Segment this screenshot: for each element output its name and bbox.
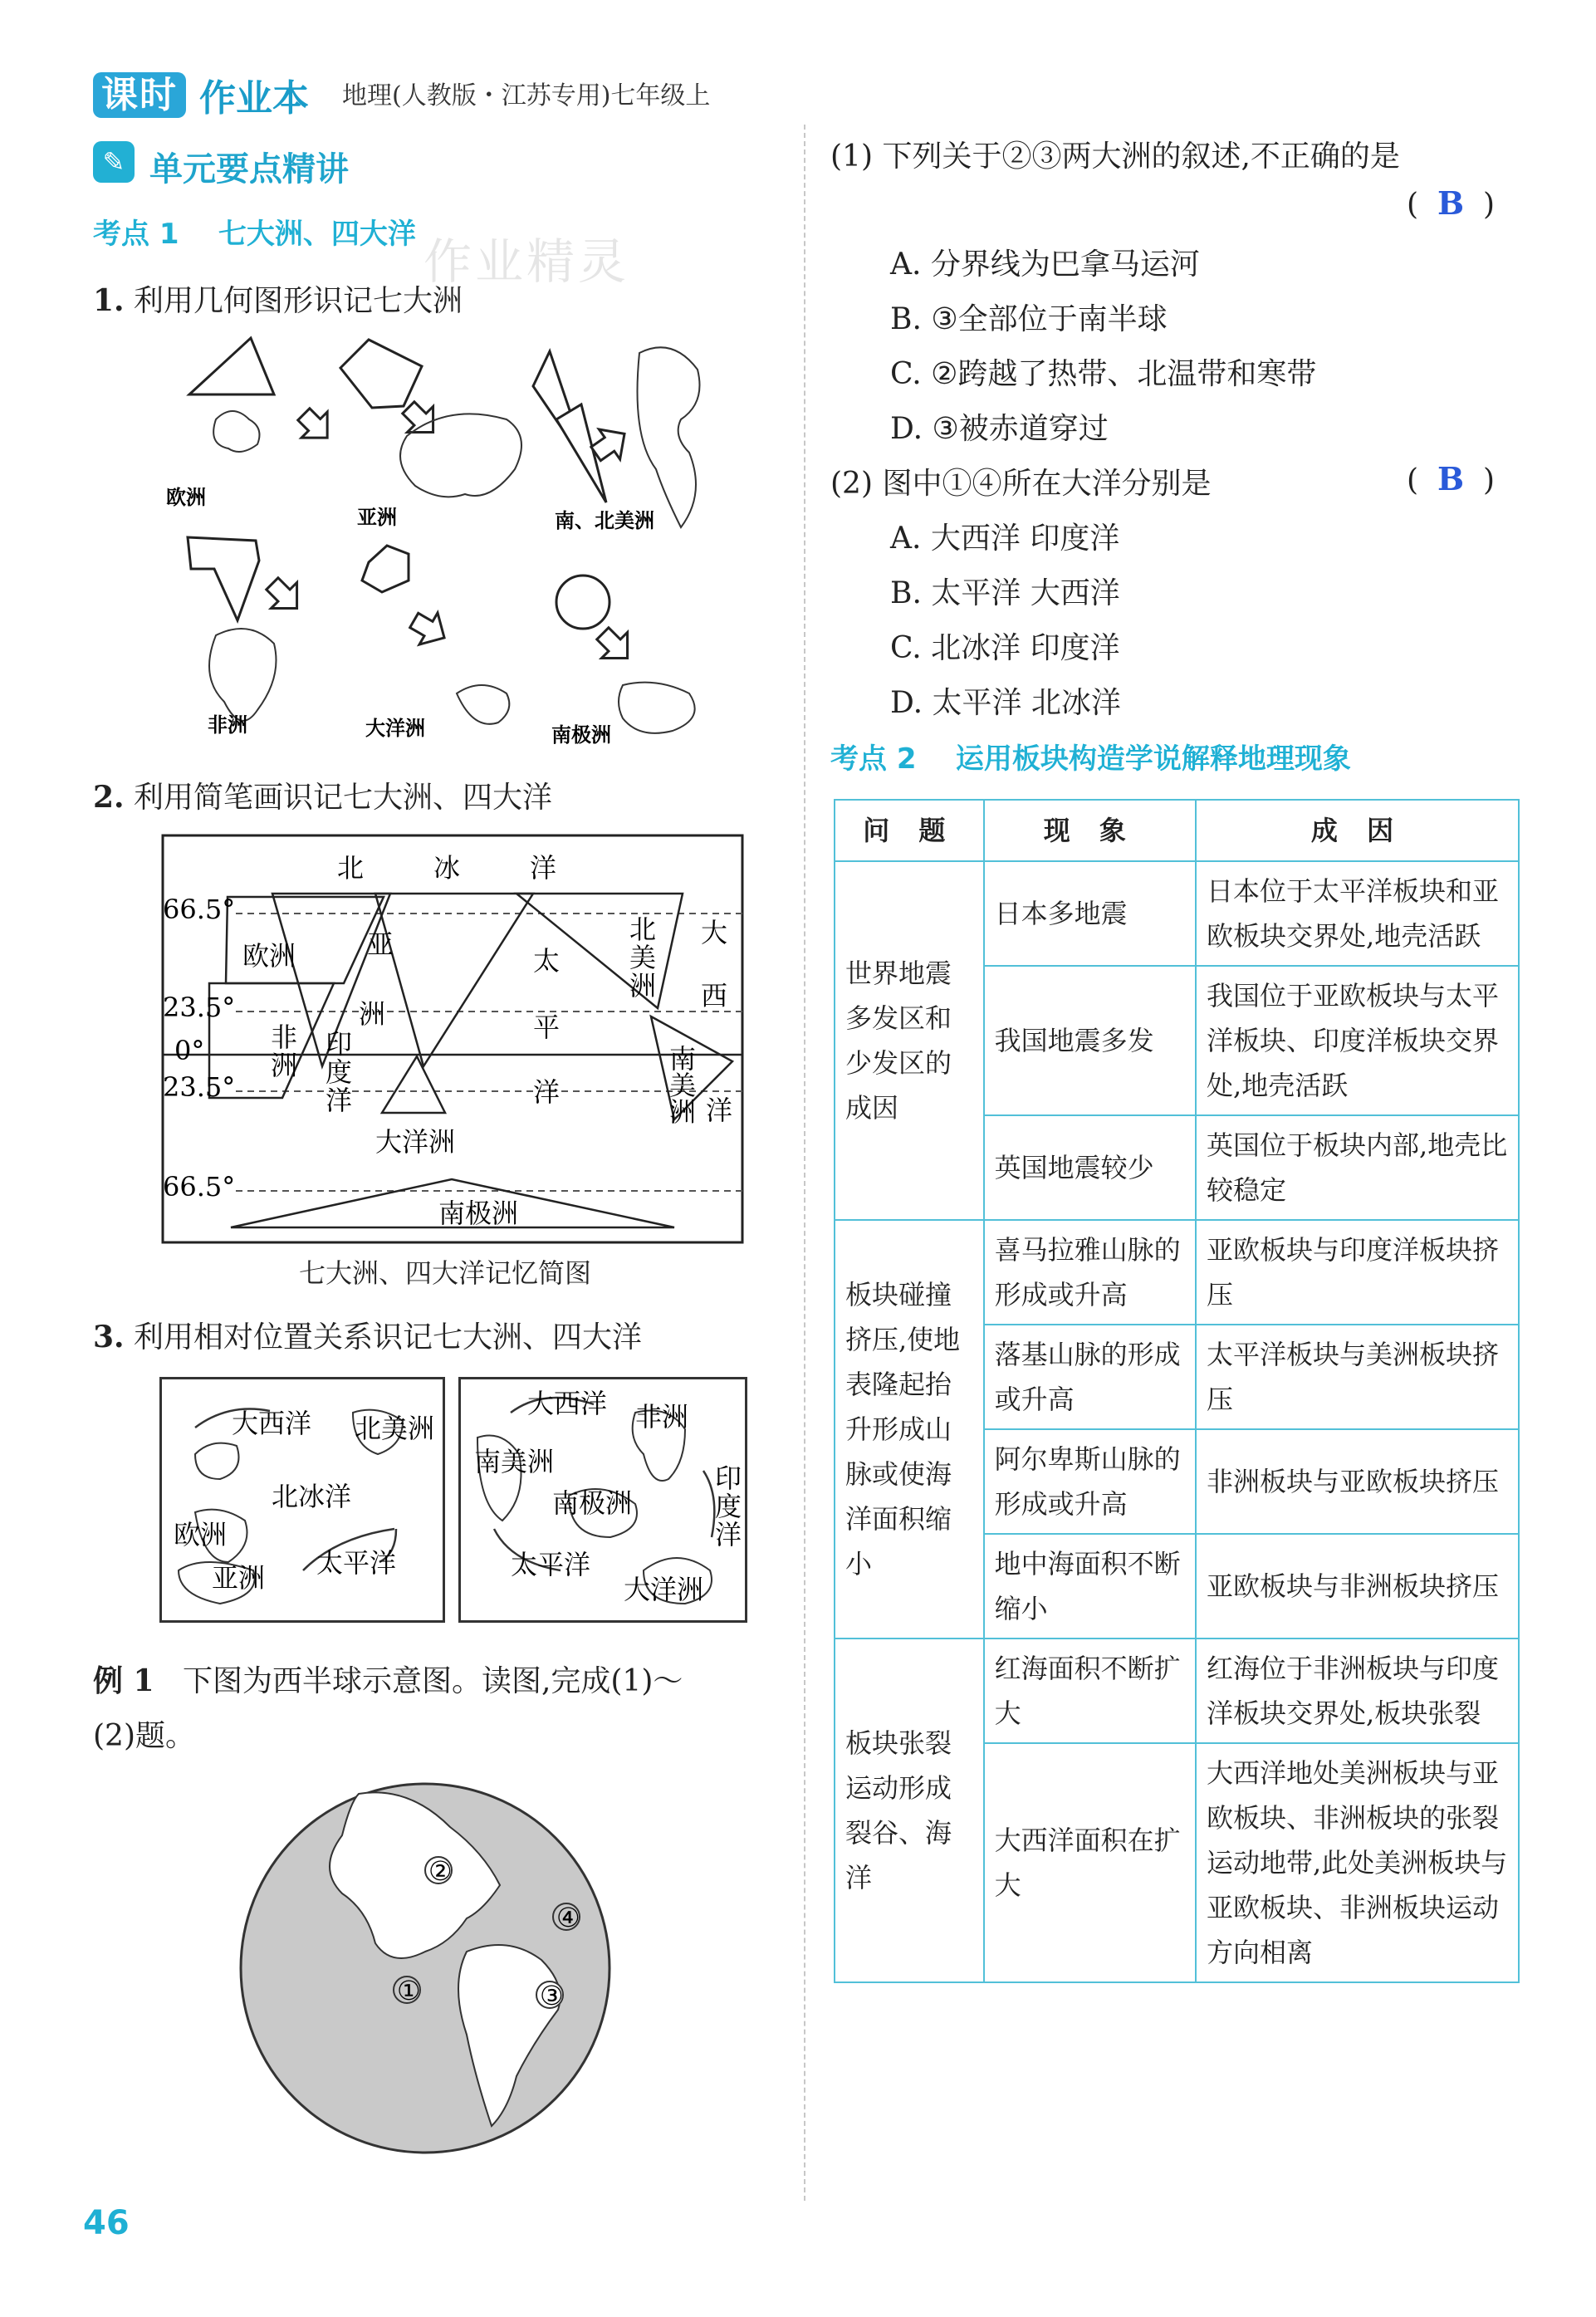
western-hemisphere-map (234, 1777, 616, 2159)
q3r-oceania: 大洋洲 (624, 1574, 704, 1605)
logo-badge: 课时 (93, 72, 186, 118)
q3l-atlantic: 大西洋 (232, 1408, 312, 1439)
phenomenon-cell: 阿尔卑斯山脉的形成或升高 (984, 1429, 1196, 1534)
q2-sketch-map (159, 832, 746, 1247)
q3l-pacific: 太平洋 (316, 1547, 397, 1579)
section-icon: ✎ (93, 141, 135, 183)
q1-text: 利用几何图形识记七大洲 (134, 284, 463, 318)
q3l-europe: 欧洲 (174, 1519, 228, 1550)
indian-3: 洋 (326, 1085, 353, 1116)
table-row (835, 1639, 1519, 1743)
asia-2: 洲 (359, 998, 386, 1030)
label-africa: 非洲 (208, 713, 247, 737)
kaodian1-label: 考点 1 (93, 218, 179, 251)
marker-4: ④ (556, 1902, 580, 1933)
book-logo (93, 65, 186, 118)
q1-num: 1. (93, 283, 125, 318)
marker-3: ③ (540, 1980, 564, 2011)
marker-1: ① (397, 1975, 421, 2006)
q3-right-panel (458, 1377, 747, 1623)
column-divider (804, 125, 805, 2201)
oceania-hexagon (362, 546, 409, 592)
cause-cell: 太平洋板块与美洲板块挤压 (1196, 1325, 1519, 1429)
arctic-3: 洋 (530, 852, 557, 884)
header-phenomenon: 现 象 (984, 800, 1196, 861)
q3r-south-america: 南美洲 (474, 1446, 555, 1477)
cause-cell: 非洲板块与亚欧板块挤压 (1196, 1429, 1519, 1534)
sub1-option-b: B. ③全部位于南半球 (890, 302, 1168, 336)
phenomenon-cell: 英国地震较少 (984, 1115, 1196, 1220)
kaodian1-heading (93, 211, 416, 252)
q1 (93, 277, 463, 320)
kaodian2-label: 考点 2 (830, 742, 917, 776)
book-subtitle: 地理(人教版・江苏专用)七年级上 (342, 81, 711, 110)
na-2: 美 (629, 942, 657, 973)
q3r-indian-3: 洋 (715, 1519, 742, 1550)
cause-cell: 日本位于太平洋板块和亚欧板块交界处,地壳活跃 (1196, 861, 1519, 966)
example-text: 下图为西半球示意图。读图,完成(1)～ (182, 1664, 683, 1698)
asia-pentagon (340, 340, 422, 408)
phenomenon-cell: 日本多地震 (984, 861, 1196, 966)
africa-shape (188, 537, 259, 620)
phenomenon-cell: 我国地震多发 (984, 966, 1196, 1115)
sub2-stem: (2) 图中①④所在大洋分别是 (830, 467, 1212, 501)
sub2-option-b: B. 太平洋 大西洋 (890, 576, 1120, 610)
q3l-asia: 亚洲 (212, 1562, 266, 1594)
cause-cell: 亚欧板块与印度洋板块挤压 (1196, 1220, 1519, 1325)
watermark: 作业精灵 (423, 233, 630, 290)
q3r-atlantic: 大西洋 (527, 1388, 608, 1419)
q3r-indian-1: 印 (715, 1462, 742, 1494)
kaodian2-title: 运用板块构造学说解释地理现象 (955, 742, 1351, 776)
label-europe: 欧洲 (242, 940, 296, 972)
phenomenon-cell: 地中海面积不断缩小 (984, 1534, 1196, 1639)
q3l-north-america: 北美洲 (355, 1413, 435, 1444)
problem-cell: 板块张裂运动形成裂谷、海洋 (835, 1639, 984, 1982)
sub2-option-d: D. 太平洋 北冰洋 (890, 686, 1121, 720)
label-americas: 南、北美洲 (555, 509, 654, 532)
lat-3: 0° (174, 1035, 205, 1066)
q2-caption: 七大洲、四大洋记忆简图 (299, 1257, 592, 1289)
phenomenon-cell: 喜马拉雅山脉的形成或升高 (984, 1220, 1196, 1325)
label-oceania: 大洋洲 (375, 1126, 456, 1158)
cause-cell: 我国位于亚欧板块与太平洋板块、印度洋板块交界处,地壳活跃 (1196, 966, 1519, 1115)
example-text-2: (2)题。 (93, 1719, 195, 1753)
header-problem: 问 题 (835, 800, 984, 861)
phenomenon-cell: 红海面积不断扩大 (984, 1639, 1196, 1743)
q3l-arctic: 北冰洋 (272, 1481, 352, 1512)
africa-2: 洲 (271, 1050, 298, 1081)
sub2-answer: B (1437, 460, 1465, 497)
label-asia: 亚洲 (357, 506, 397, 529)
label-oceania: 大洋洲 (365, 717, 425, 740)
atlantic-1: 大 (701, 917, 728, 948)
q3-num: 3. (93, 1320, 125, 1354)
europe-triangle (189, 338, 274, 394)
cause-cell: 亚欧板块与非洲板块挤压 (1196, 1534, 1519, 1639)
asia-1: 亚 (367, 928, 394, 960)
africa-1: 非 (271, 1021, 298, 1053)
sub1-option-d: D. ③被赤道穿过 (890, 412, 1109, 446)
problem-cell: 板块碰撞挤压,使地表隆起抬升形成山脉或使海洋面积缩小 (835, 1220, 984, 1639)
table-row (835, 861, 1519, 966)
q2 (93, 774, 552, 816)
q3r-indian-2: 度 (715, 1491, 742, 1522)
cause-cell: 大西洋地处美洲板块与亚欧板块、非洲板块的张裂运动地带,此处美洲板块与亚欧板块、非洲板块运动方向相离 (1196, 1743, 1519, 1982)
q3-text: 利用相对位置关系识记七大洲、四大洋 (134, 1320, 643, 1354)
atlantic-3: 洋 (706, 1095, 733, 1126)
q2-num: 2. (93, 780, 125, 815)
phenomenon-cell: 落基山脉的形成或升高 (984, 1325, 1196, 1429)
table-header-row (835, 800, 1519, 861)
sa-1: 南 (669, 1043, 697, 1075)
lat-4: 23.5° (163, 1071, 236, 1103)
q2-text: 利用简笔画识记七大洲、四大洋 (134, 781, 553, 815)
problem-cell: 世界地震多发区和少发区的成因 (835, 861, 984, 1220)
sa-3: 洲 (669, 1096, 697, 1128)
cause-cell: 红海位于非洲板块与印度洋板块交界处,板块张裂 (1196, 1639, 1519, 1743)
label-antarctica: 南极洲 (438, 1198, 519, 1229)
sub1-stem: (1) 下列关于②③两大洲的叙述,不正确的是 (830, 140, 1400, 174)
kaodian1-title: 七大洲、四大洋 (218, 218, 416, 251)
na-1: 北 (629, 914, 657, 945)
indian-1: 印 (326, 1028, 353, 1060)
marker-2: ② (428, 1855, 453, 1887)
book-title: 作业本 (199, 77, 309, 120)
lat-5: 66.5° (163, 1171, 236, 1203)
example-1 (93, 1658, 683, 1700)
q3r-pacific: 太平洋 (511, 1549, 591, 1580)
arctic-2: 冰 (433, 852, 461, 884)
example-label: 例 1 (93, 1663, 154, 1698)
sub2-option-a: A. 大西洋 印度洋 (890, 522, 1120, 556)
sub2-option-c: C. 北冰洋 印度洋 (890, 631, 1120, 665)
pacific-1: 太 (533, 945, 561, 977)
na-3: 洲 (629, 970, 657, 1002)
pacific-2: 平 (533, 1012, 561, 1043)
antarctica-circle (556, 576, 610, 629)
phenomenon-cell: 大西洋面积在扩大 (984, 1743, 1196, 1982)
cause-cell: 英国位于板块内部,地壳比较稳定 (1196, 1115, 1519, 1220)
header-cause: 成 因 (1196, 800, 1519, 861)
kaodian2-heading (830, 736, 1351, 776)
arctic-1: 北 (337, 852, 365, 884)
indian-2: 度 (326, 1056, 353, 1088)
q3r-africa: 非洲 (635, 1401, 689, 1433)
sub1-option-c: C. ②跨越了热带、北温带和寒带 (890, 357, 1317, 391)
sub1-option-a: A. 分界线为巴拿马运河 (890, 247, 1200, 282)
q3 (93, 1314, 642, 1356)
plate-tectonics-table (834, 799, 1520, 1983)
sub1-answer: B (1437, 184, 1465, 222)
sub2-answer-box: ( B ) (1407, 460, 1495, 497)
atlantic-2: 西 (701, 980, 728, 1012)
lat-2: 23.5° (163, 992, 236, 1023)
q3-left-panel (159, 1377, 445, 1623)
page-number: 46 (83, 2204, 130, 2242)
q3r-antarctica: 南极洲 (552, 1487, 633, 1519)
sa-2: 美 (669, 1070, 697, 1101)
label-antarctica: 南极洲 (551, 723, 611, 747)
sub1-answer-box: ( B ) (1407, 184, 1495, 222)
label-europe: 欧洲 (166, 486, 206, 509)
pacific-3: 洋 (533, 1076, 561, 1108)
q1-geometry-figure (158, 328, 756, 760)
table-row (835, 1220, 1519, 1325)
section-title: 单元要点精讲 (149, 150, 349, 189)
lat-1: 66.5° (163, 894, 236, 925)
